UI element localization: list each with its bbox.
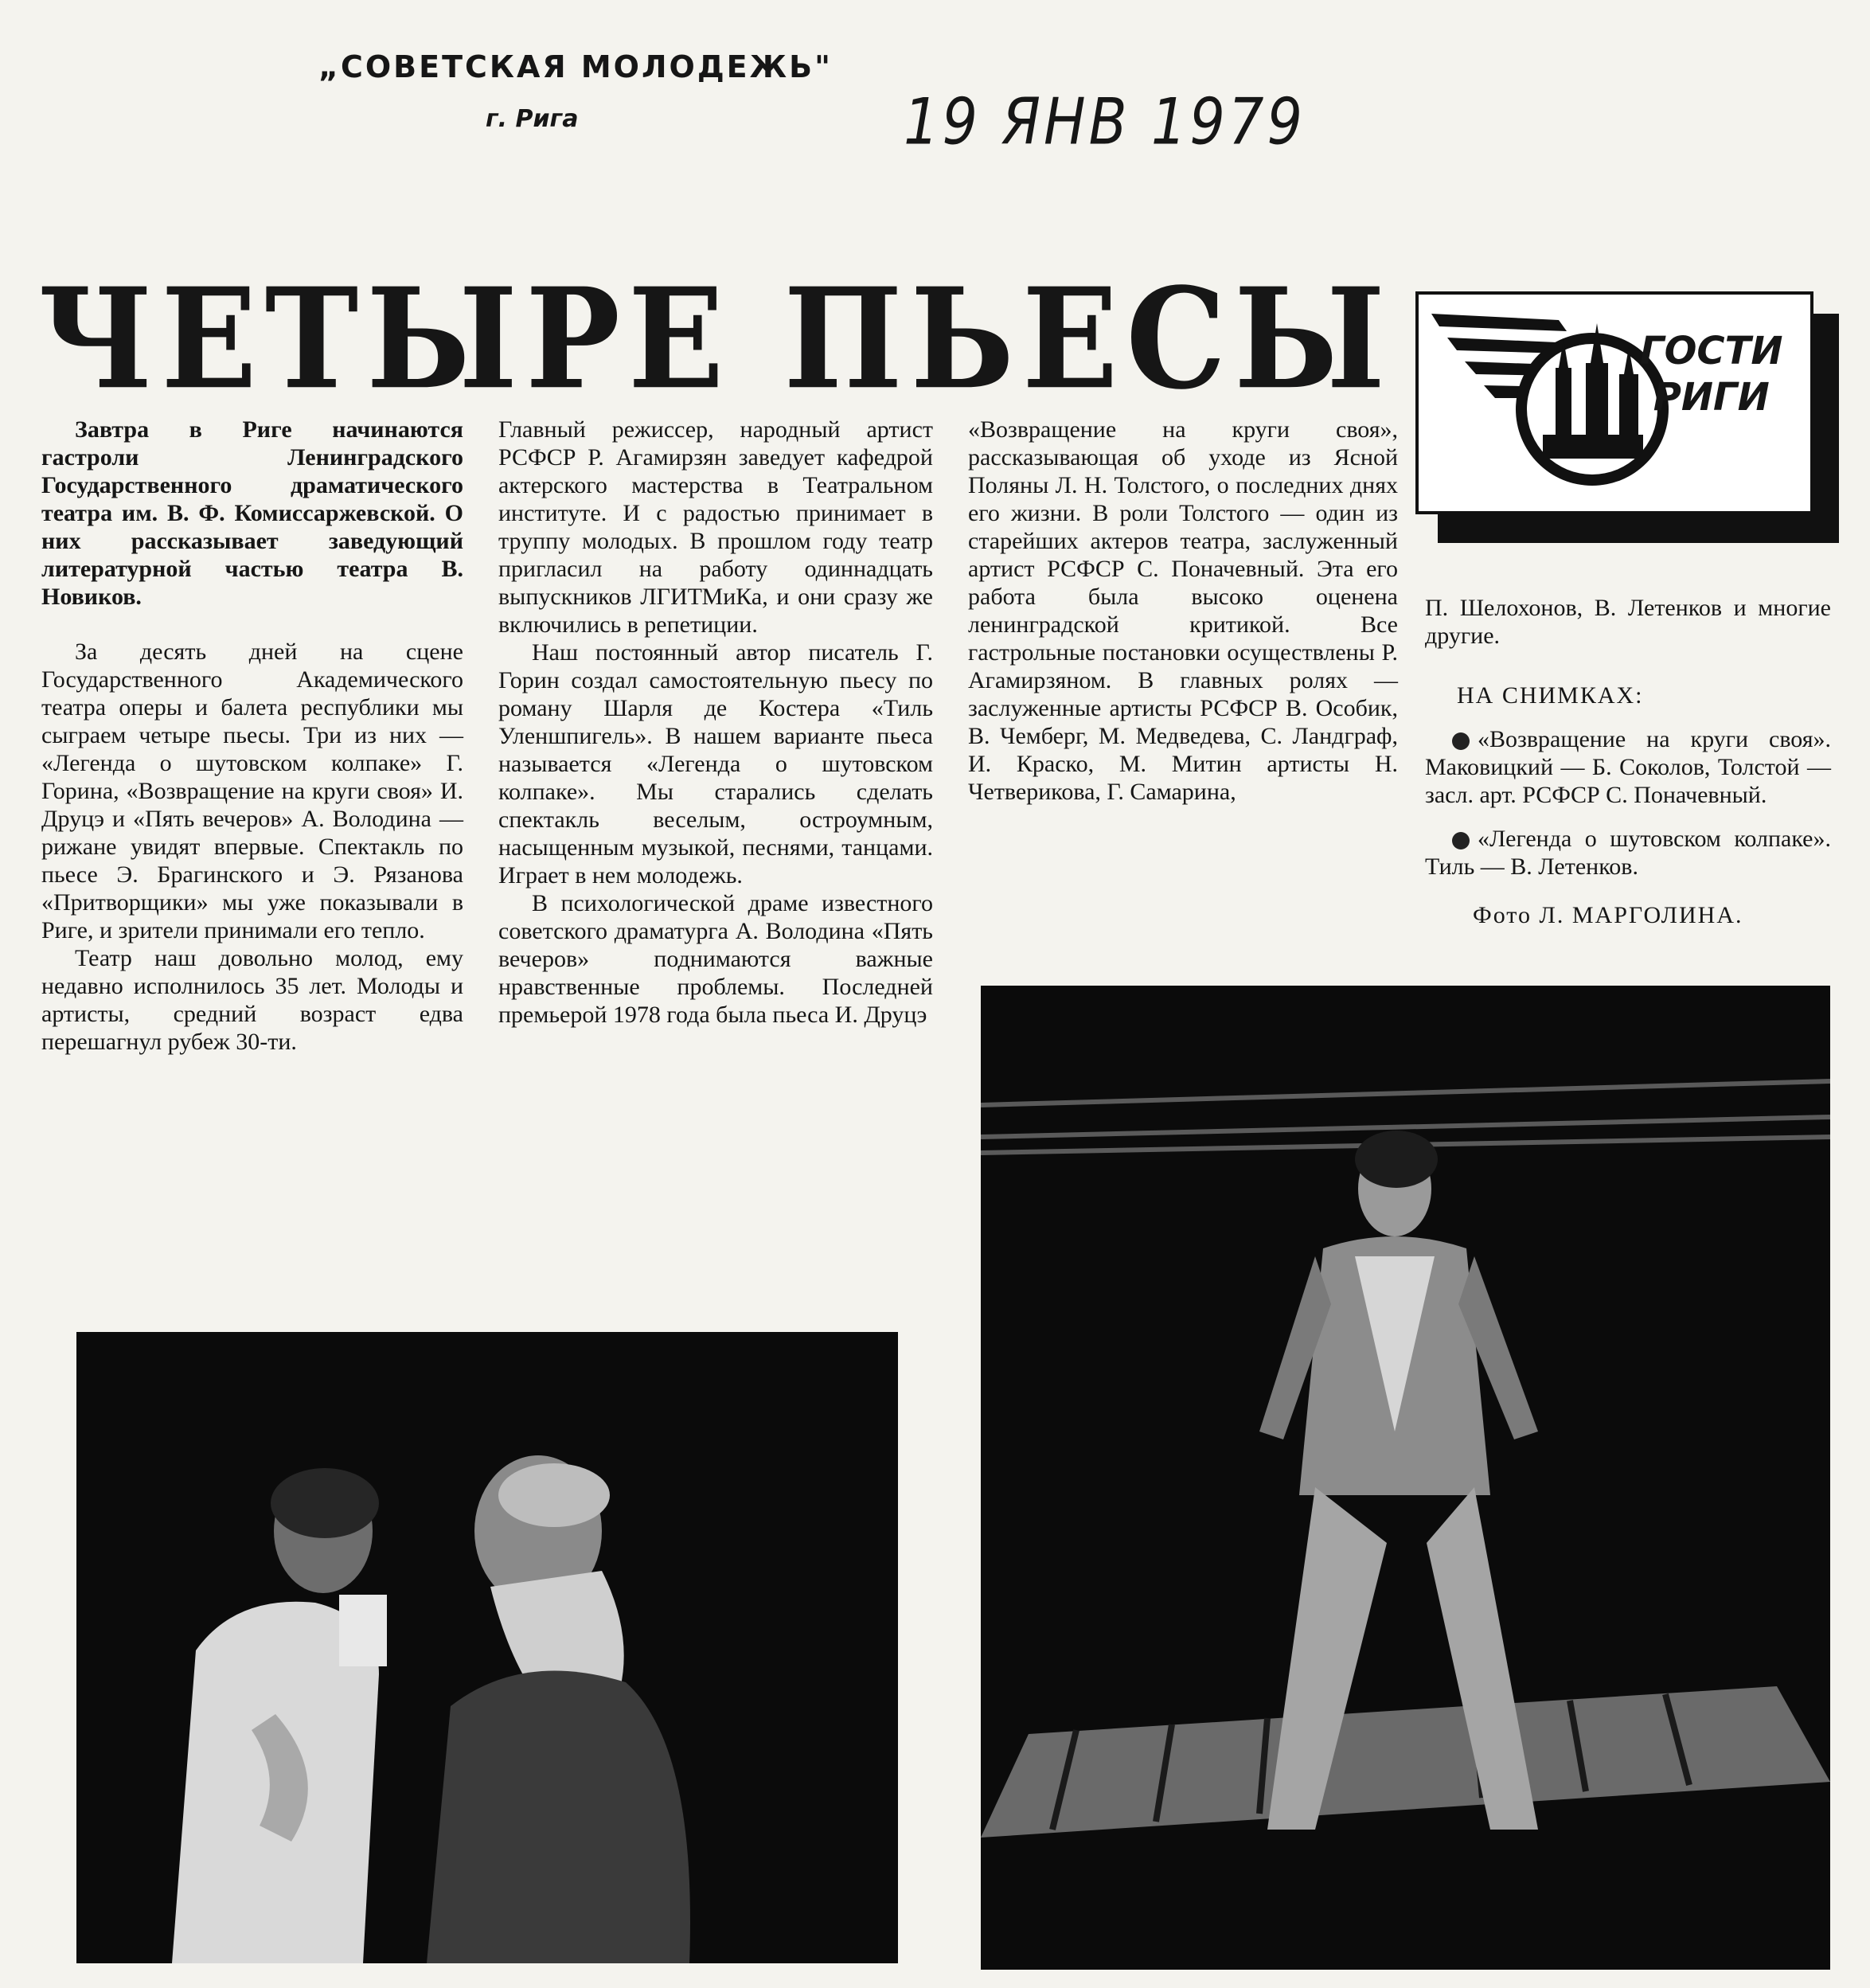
article-paragraph: За десять дней на сцене Государственного Академического театра оперы и балета республики мы сыграем четыре пьесы. Три из них — «Легенда о шутовском колпаке» Г. Горина, «Возвращение на круги своя» И. Друцэ и «Пять вечеров» А. Володина — рижане увидят впервые. Спектакль по пьесе Э. Брагинского и Э. Рязанова «Притворщики» мы уже показывали в Риге, и зрители принимали его тепло. bbox=[41, 639, 463, 943]
captions-heading: НА СНИМКАХ: bbox=[1457, 682, 1644, 709]
newspaper-city: г. Рига bbox=[486, 105, 579, 133]
caption-text: «Возвращение на круги своя». Маковицкий — Б. Соколов, Толстой — засл. арт. РСФСР С. Поначевный. bbox=[1425, 726, 1831, 808]
article-paragraph: Главный режиссер, народный артист РСФСР Р. Агамирзян заведует кафедрой актерского мастерства в Театральном институте. И с радостью принимает в труппу молодых. В прошлом году театр пригласил на работу одиннадцать выпускников ЛГИТМиКа, и они сразу же включились в репетиции. bbox=[498, 416, 933, 638]
caption-text: «Легенда о шутовском колпаке». Тиль — В. Летенков. bbox=[1425, 826, 1831, 880]
bullet-icon bbox=[1452, 732, 1470, 750]
caption-item bbox=[1425, 725, 1831, 809]
bullet-icon bbox=[1452, 832, 1470, 849]
article-paragraph: П. Шелохонов, В. Летенков и многие другие. bbox=[1425, 595, 1831, 649]
caption-item bbox=[1425, 825, 1831, 881]
rubric-title-line2: РИГИ bbox=[1653, 375, 1770, 420]
article-paragraph: Наш постоянный автор писатель Г. Горин создал самостоятельную пьесу по роману Шарля де Костера «Тиль Уленшпигель». В нашем варианте пьеса называется «Легенда о шутовском колпаке». Мы старались сделать спектакль веселым, остроумным, насыщенным музыкой, песнями, танцами. Играет в нем молодежь. bbox=[498, 639, 933, 889]
article-column-1 bbox=[41, 416, 463, 1056]
photo-credit: Фото Л. МАРГОЛИНА. bbox=[1473, 902, 1743, 928]
article-column-2 bbox=[498, 416, 933, 1029]
photo-til-on-stage bbox=[981, 986, 1830, 1970]
article-column-3 bbox=[968, 416, 1398, 806]
article-headline: ЧЕТЫРЕ ПЬЕСЫ bbox=[38, 258, 1394, 421]
article-lead: Завтра в Риге начинаются гастроли Ленинградского Государственного драматического театра им. В. Ф. Комиссаржевской. О них рассказывает заведующий литературной частью театра В. Новиков. bbox=[41, 416, 463, 610]
rubric-title bbox=[1640, 328, 1783, 420]
article-paragraph: Театр наш довольно молод, ему недавно исполнилось 35 лет. Молоды и артисты, средний возраст едва перешагнул рубеж 30-ти. bbox=[41, 945, 463, 1055]
newspaper-name: „СОВЕТСКАЯ МОЛОДЕЖЬ" bbox=[318, 49, 833, 84]
article-column-4 bbox=[1425, 594, 1831, 929]
article-paragraph: «Возвращение на круги своя», рассказывающая об уходе из Ясной Поляны Л. Н. Толстого, о последних днях его жизни. В роли Толстого — один из старейших актеров театра, заслуженный артист РСФСР С. Поначевный. Эта его работа была высоко оценена ленинградской критикой. Все гастрольные постановки осуществлены Р. Агамирзяном. В главных ролях — заслуженные артисты РСФСР В. Особик, В. Чемберг, М. Медведева, С. Ландграф, И. Краско, М. Митин артисты Н. Четверикова, Г. Самарина, bbox=[968, 416, 1398, 805]
article-paragraph: В психологической драме известного советского драматурга А. Володина «Пять вечеров» поднимаются важные нравственные проблемы. Последней премьерой 1978 года была пьеса И. Друцэ bbox=[498, 890, 933, 1028]
archive-date-stamp: 19 ЯНВ 1979 bbox=[904, 84, 1306, 160]
photo-tolstoy-scene bbox=[76, 1332, 898, 1963]
rubric-title-line1: ГОСТИ bbox=[1640, 329, 1783, 373]
